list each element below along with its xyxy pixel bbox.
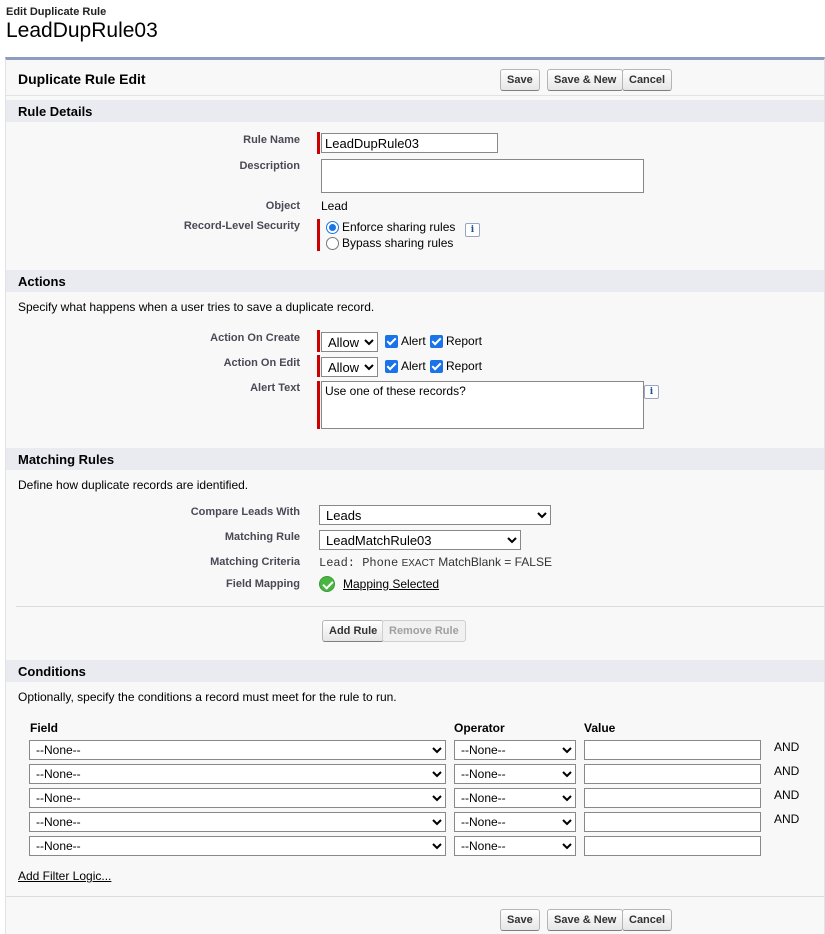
mapping-selected-link[interactable]: Mapping Selected — [343, 577, 440, 591]
conditions-header: Conditions — [6, 660, 824, 682]
add-filter-logic-link[interactable]: Add Filter Logic... — [18, 869, 112, 883]
info-icon[interactable]: i — [465, 223, 480, 237]
checkbox-checked-icon — [385, 360, 398, 373]
description-label: Description — [239, 160, 300, 172]
radio-selected-icon — [326, 221, 339, 234]
matching-criteria-label: Matching Criteria — [210, 556, 300, 568]
conditions-description: Optionally, specify the conditions a record must meet for the rule to run. — [18, 690, 397, 704]
operator-column-header: Operator — [454, 721, 505, 735]
and-label: AND — [774, 812, 800, 826]
bypass-sharing-radio[interactable] — [326, 236, 453, 250]
actions-header: Actions — [6, 270, 824, 292]
check-circle-icon — [319, 576, 335, 592]
matching-rules-description: Define how duplicate records are identified. — [18, 478, 249, 492]
condition-operator-select[interactable] — [454, 788, 576, 808]
pageblock-title: Duplicate Rule Edit — [18, 71, 146, 87]
record-level-security-label: Record-Level Security — [183, 220, 300, 232]
footer-divider — [6, 896, 824, 897]
rule-name-label: Rule Name — [243, 134, 300, 146]
matching-rules-header: Matching Rules — [6, 448, 824, 470]
enforce-sharing-radio[interactable] — [326, 220, 455, 234]
remove-rule-button[interactable]: Remove Rule — [382, 620, 466, 642]
condition-operator-select[interactable] — [454, 836, 576, 856]
condition-value-input[interactable] — [584, 788, 761, 808]
and-label: AND — [774, 764, 800, 778]
page-type: Edit Duplicate Rule — [6, 6, 107, 18]
field-column-header: Field — [30, 721, 59, 735]
alert-text-textarea[interactable] — [321, 381, 644, 429]
object-label: Object — [265, 200, 300, 212]
criteria-operator: EXACT — [401, 558, 435, 569]
matching-rule-label: Matching Rule — [224, 531, 300, 543]
section-divider — [16, 606, 824, 607]
rule-name-input[interactable] — [321, 133, 498, 153]
compare-leads-label: Compare Leads With — [190, 506, 300, 518]
required-indicator — [317, 132, 320, 154]
object-value: Lead — [321, 199, 348, 213]
report-label: Report — [446, 359, 483, 373]
alert-text-label: Alert Text — [250, 382, 300, 394]
edit-report-checkbox[interactable] — [430, 359, 482, 373]
condition-field-select[interactable] — [29, 788, 446, 808]
condition-value-input[interactable] — [584, 764, 761, 784]
and-label: AND — [774, 740, 800, 754]
condition-operator-select[interactable] — [454, 740, 576, 760]
condition-field-select[interactable] — [29, 764, 446, 784]
save-button-bottom[interactable]: Save — [500, 909, 540, 931]
condition-value-input[interactable] — [584, 812, 761, 832]
actions-description: Specify what happens when a user tries to save a duplicate record. — [18, 300, 375, 314]
required-indicator — [317, 355, 320, 377]
alert-label: Alert — [401, 334, 426, 348]
bypass-sharing-label: Bypass sharing rules — [342, 236, 454, 250]
pageblock-header — [6, 60, 824, 96]
condition-value-input[interactable] — [584, 836, 761, 856]
cancel-button[interactable]: Cancel — [622, 69, 672, 91]
condition-field-select[interactable] — [29, 812, 446, 832]
action-on-edit-label: Action On Edit — [223, 357, 300, 369]
condition-field-select[interactable] — [29, 740, 446, 760]
checkbox-checked-icon — [430, 335, 443, 348]
cancel-button-bottom[interactable]: Cancel — [622, 909, 672, 931]
add-rule-button[interactable]: Add Rule — [322, 620, 384, 642]
rule-details-header: Rule Details — [6, 100, 824, 122]
save-new-button[interactable]: Save & New — [547, 69, 623, 91]
save-new-button-bottom[interactable]: Save & New — [547, 909, 623, 931]
action-on-create-select[interactable] — [321, 332, 378, 352]
checkbox-checked-icon — [430, 360, 443, 373]
action-on-edit-select[interactable] — [321, 357, 378, 377]
alert-label: Alert — [401, 359, 426, 373]
condition-value-input[interactable] — [584, 740, 761, 760]
value-column-header: Value — [584, 721, 616, 735]
edit-alert-checkbox[interactable] — [385, 359, 426, 373]
duplicate-rule-edit-panel — [5, 57, 825, 934]
condition-operator-select[interactable] — [454, 812, 576, 832]
criteria-matchblank: MatchBlank = FALSE — [438, 555, 552, 569]
and-label: AND — [774, 788, 800, 802]
create-alert-checkbox[interactable] — [385, 334, 426, 348]
compare-leads-select[interactable] — [319, 505, 551, 525]
required-indicator — [317, 219, 320, 251]
action-on-create-label: Action On Create — [210, 332, 300, 344]
condition-field-select[interactable] — [29, 836, 446, 856]
matching-criteria-value — [319, 555, 552, 570]
page-title: LeadDupRule03 — [6, 19, 158, 42]
create-report-checkbox[interactable] — [430, 334, 482, 348]
condition-operator-select[interactable] — [454, 764, 576, 784]
checkbox-checked-icon — [385, 335, 398, 348]
radio-unselected-icon — [326, 237, 339, 250]
matching-rule-select[interactable] — [319, 530, 521, 550]
required-indicator — [317, 381, 320, 429]
save-button[interactable]: Save — [500, 69, 540, 91]
page-header — [6, 6, 158, 43]
field-mapping-label: Field Mapping — [226, 578, 300, 590]
enforce-sharing-label: Enforce sharing rules — [342, 220, 456, 234]
description-textarea[interactable] — [321, 159, 644, 193]
required-indicator — [317, 330, 320, 352]
report-label: Report — [446, 334, 483, 348]
info-icon[interactable]: i — [644, 385, 659, 399]
criteria-field: Lead: Phone — [319, 556, 399, 570]
